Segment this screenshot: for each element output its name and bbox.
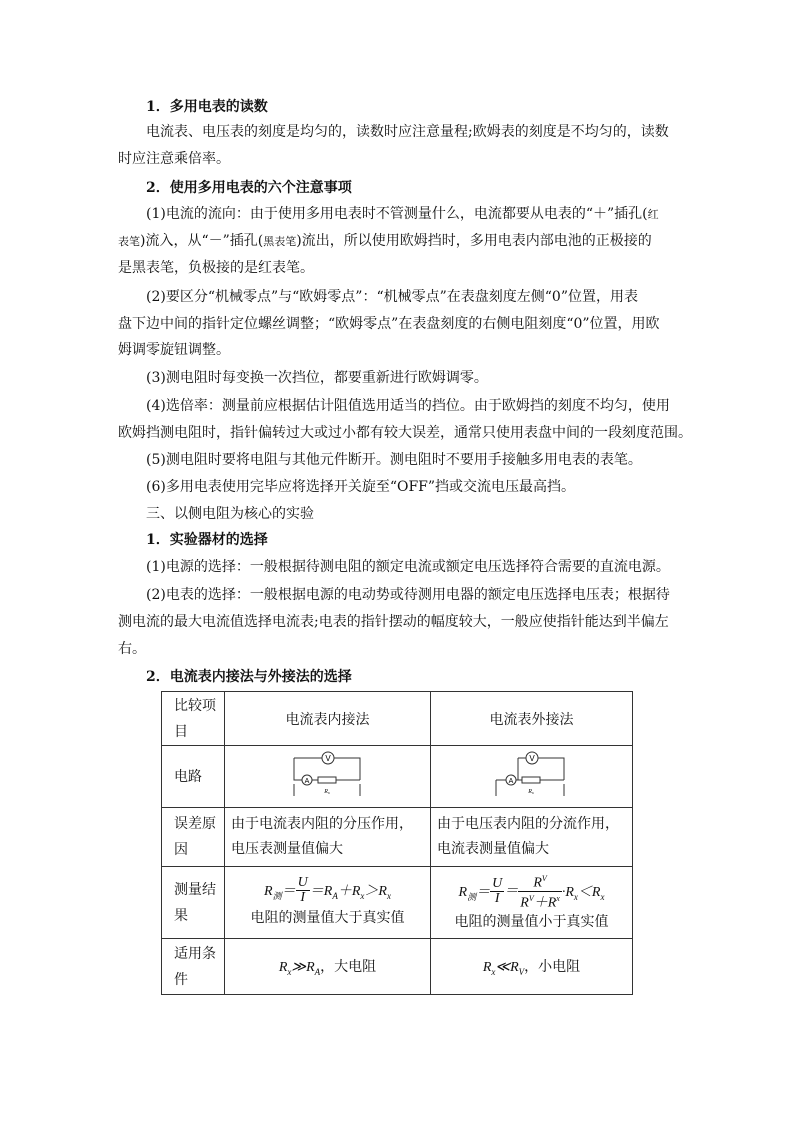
- svg-text:A: A: [304, 777, 309, 785]
- condition-external: $R_x≪R_V$，小电阻: [431, 939, 633, 995]
- meter-choice-line-1: (2)电表的选择：一般根据电源的电动势或待测用电器的额定电压选择电压表；根据待: [146, 587, 670, 603]
- circuit-row: [162, 746, 633, 808]
- result-internal: [225, 867, 431, 939]
- section-2-heading: 2．使用多用电表的六个注意事项: [146, 180, 352, 196]
- item-3: (3)测电阻时每变换一次挡位，都要重新进行欧姆调零。: [146, 370, 488, 386]
- result-external-formula: $R_测=$ $\frac{U}{I}$ ＝ $\frac{R^V}{R^V+R^x}$ $\cdot R_x<R_x$: [458, 874, 605, 911]
- condition-label: 适用条件: [162, 939, 225, 995]
- table-header-row: [162, 692, 633, 746]
- item-2-line-1: (2)要区分“机械零点”与“欧姆零点”：“机械零点”在表盘刻度左侧“0”位置，用表: [146, 289, 638, 305]
- error-internal: 由于电流表内阻的分压作用，电压表测量值偏大: [225, 808, 431, 867]
- error-label: 误差原因: [162, 808, 225, 867]
- resistor-icon: [318, 777, 336, 783]
- error-external: 由于电压表内阻的分流作用，电流表测量值偏大: [431, 808, 633, 867]
- item-4-line-1: (4)选倍率：测量前应根据估计阻值选用适当的挡位。由于欧姆挡的刻度不均匀，使用: [146, 398, 670, 414]
- section-1-heading: 1．多用电表的读数: [146, 99, 268, 115]
- item-4-line-2: 欧姆挡测电阻时，指针偏转过大或过小都有较大误差，通常只使用表盘中间的一段刻度范围。: [118, 425, 692, 441]
- ammeter-icon: [506, 775, 516, 785]
- circuit-external-cell: [431, 746, 633, 808]
- ammeter-icon: [302, 775, 312, 785]
- result-row: [162, 867, 633, 939]
- item-1-line-3: 是黑表笔，负极接的是红表笔。: [118, 260, 314, 276]
- result-internal-text: 电阻的测量值大于真实值: [250, 909, 405, 926]
- resistor-icon: [522, 777, 540, 783]
- condition-internal: $R_x≫R_A$，大电阻: [225, 939, 431, 995]
- condition-row: [162, 939, 633, 995]
- resistor-label: Rx: [527, 788, 534, 795]
- section-1-line-1: 电流表、电压表的刻度是均匀的，读数时应注意量程;欧姆表的刻度是不均匀的，读数: [146, 124, 669, 140]
- section-3-sub-2: 2．电流表内接法与外接法的选择: [146, 669, 352, 685]
- header-compare-item: 比较项目: [162, 692, 225, 746]
- internal-circuit-diagram: [288, 748, 368, 802]
- item-1-line-1: (1)电流的流向：由于使用多用电表时不管测量什么，电流都要从电表的“＋”插孔(红: [146, 206, 659, 222]
- result-internal-formula: $R_测=$ $\frac{U}{I}$ $=R_A+R_x>R_x$: [264, 875, 391, 906]
- resistor-label: Rx: [323, 788, 330, 795]
- result-label: 测量结果: [162, 867, 225, 939]
- item-2-line-3: 姆调零旋钮调整。: [118, 342, 230, 358]
- section-3-sub-1: 1．实验器材的选择: [146, 532, 268, 548]
- voltmeter-icon: [526, 752, 538, 764]
- item-5: (5)测电阻时要将电阻与其他元件断开。测电阻时不要用手接触多用电表的表笔。: [146, 452, 642, 468]
- power-choice: (1)电源的选择：一般根据待测电阻的额定电流或额定电压选择符合需要的直流电源。: [146, 559, 670, 575]
- item-2-line-2: 盘下边中间的指针定位螺丝调整；“欧姆零点”在表盘刻度的右侧电阻刻度“0”位置，用欧: [118, 316, 660, 332]
- meter-choice-line-2: 测电流的最大电流值选择电流表;电表的指针摆动的幅度较大，一般应使指针能达到半偏左: [118, 614, 669, 630]
- svg-text:V: V: [528, 753, 535, 763]
- result-external-text: 电阻的测量值小于真实值: [454, 913, 609, 930]
- comparison-table: [161, 691, 633, 995]
- item-1-line-2: 表笔)流入，从“－”插孔(黑表笔)流出，所以使用欧姆挡时，多用电表内部电池的正极接的: [118, 233, 652, 249]
- item-6: (6)多用电表使用完毕应将选择开关旋至“OFF”挡或交流电压最高挡。: [146, 479, 576, 495]
- section-3-heading: 三、以侧电阻为核心的实验: [146, 506, 314, 522]
- meter-choice-line-3: 右。: [118, 641, 146, 657]
- voltmeter-icon: [322, 752, 334, 764]
- external-circuit-diagram: [492, 748, 572, 802]
- error-row: [162, 808, 633, 867]
- svg-text:A: A: [508, 777, 513, 785]
- section-1-line-2: 时应注意乘倍率。: [118, 151, 230, 167]
- svg-text:V: V: [324, 753, 331, 763]
- circuit-label: 电路: [162, 746, 225, 808]
- header-internal: 电流表内接法: [225, 692, 431, 746]
- result-external: [431, 867, 633, 939]
- header-external: 电流表外接法: [431, 692, 633, 746]
- circuit-internal-cell: [225, 746, 431, 808]
